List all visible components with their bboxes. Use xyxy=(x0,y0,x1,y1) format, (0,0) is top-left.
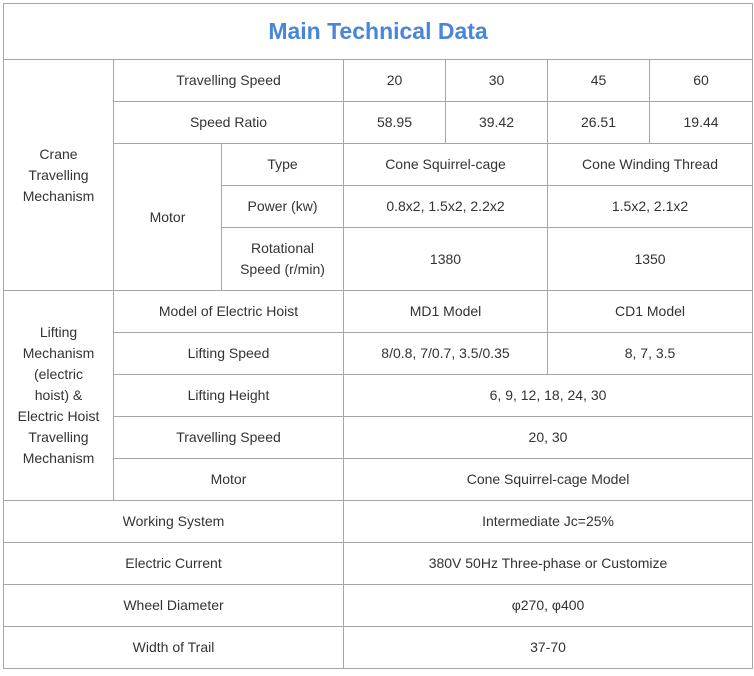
cell: 37-70 xyxy=(344,627,753,669)
cell: 60 xyxy=(650,60,753,102)
cell: 1350 xyxy=(548,228,753,291)
table-row xyxy=(4,501,753,543)
row-label: Travelling Speed xyxy=(114,60,344,102)
row-label: Working System xyxy=(4,501,344,543)
cell: 20 xyxy=(344,60,446,102)
cell: 45 xyxy=(548,60,650,102)
row-label: Lifting Speed xyxy=(114,333,344,375)
cell: Intermediate Jc=25% xyxy=(344,501,753,543)
group-label-lifting: Lifting Mechanism (electric hoist) & Electric Hoist Travelling Mechanism xyxy=(4,291,114,501)
row-label: Model of Electric Hoist xyxy=(114,291,344,333)
cell: 380V 50Hz Three-phase or Customize xyxy=(344,543,753,585)
table-row xyxy=(4,102,753,144)
row-label: Lifting Height xyxy=(114,375,344,417)
title-row xyxy=(4,4,753,60)
cell: 20, 30 xyxy=(344,417,753,459)
cell: 0.8x2, 1.5x2, 2.2x2 xyxy=(344,186,548,228)
row-label: Power (kw) xyxy=(222,186,344,228)
row-label: Electric Current xyxy=(4,543,344,585)
table-row xyxy=(4,333,753,375)
cell: 58.95 xyxy=(344,102,446,144)
cell: 1.5x2, 2.1x2 xyxy=(548,186,753,228)
cell: 6, 9, 12, 18, 24, 30 xyxy=(344,375,753,417)
cell: 39.42 xyxy=(446,102,548,144)
table-row xyxy=(4,375,753,417)
cell: 8/0.8, 7/0.7, 3.5/0.35 xyxy=(344,333,548,375)
cell: Cone Squirrel-cage xyxy=(344,144,548,186)
table-row xyxy=(4,417,753,459)
row-label: Travelling Speed xyxy=(114,417,344,459)
group-label-crane: Crane Travelling Mechanism xyxy=(4,60,114,291)
table-row xyxy=(4,291,753,333)
table-row xyxy=(4,543,753,585)
table-row xyxy=(4,585,753,627)
cell: MD1 Model xyxy=(344,291,548,333)
table-row xyxy=(4,459,753,501)
cell: Cone Winding Thread xyxy=(548,144,753,186)
table-title: Main Technical Data xyxy=(4,4,753,60)
row-label: Rotational Speed (r/min) xyxy=(222,228,344,291)
table-row xyxy=(4,60,753,102)
technical-data-table xyxy=(3,3,753,669)
motor-label: Motor xyxy=(114,144,222,291)
cell: Cone Squirrel-cage Model xyxy=(344,459,753,501)
cell: 26.51 xyxy=(548,102,650,144)
row-label: Wheel Diameter xyxy=(4,585,344,627)
cell: 8, 7, 3.5 xyxy=(548,333,753,375)
table-row xyxy=(4,627,753,669)
row-label: Width of Trail xyxy=(4,627,344,669)
row-label: Speed Ratio xyxy=(114,102,344,144)
cell: CD1 Model xyxy=(548,291,753,333)
row-label: Motor xyxy=(114,459,344,501)
row-label: Type xyxy=(222,144,344,186)
cell: 19.44 xyxy=(650,102,753,144)
cell: 30 xyxy=(446,60,548,102)
cell: φ270, φ400 xyxy=(344,585,753,627)
table-row xyxy=(4,144,753,186)
cell: 1380 xyxy=(344,228,548,291)
